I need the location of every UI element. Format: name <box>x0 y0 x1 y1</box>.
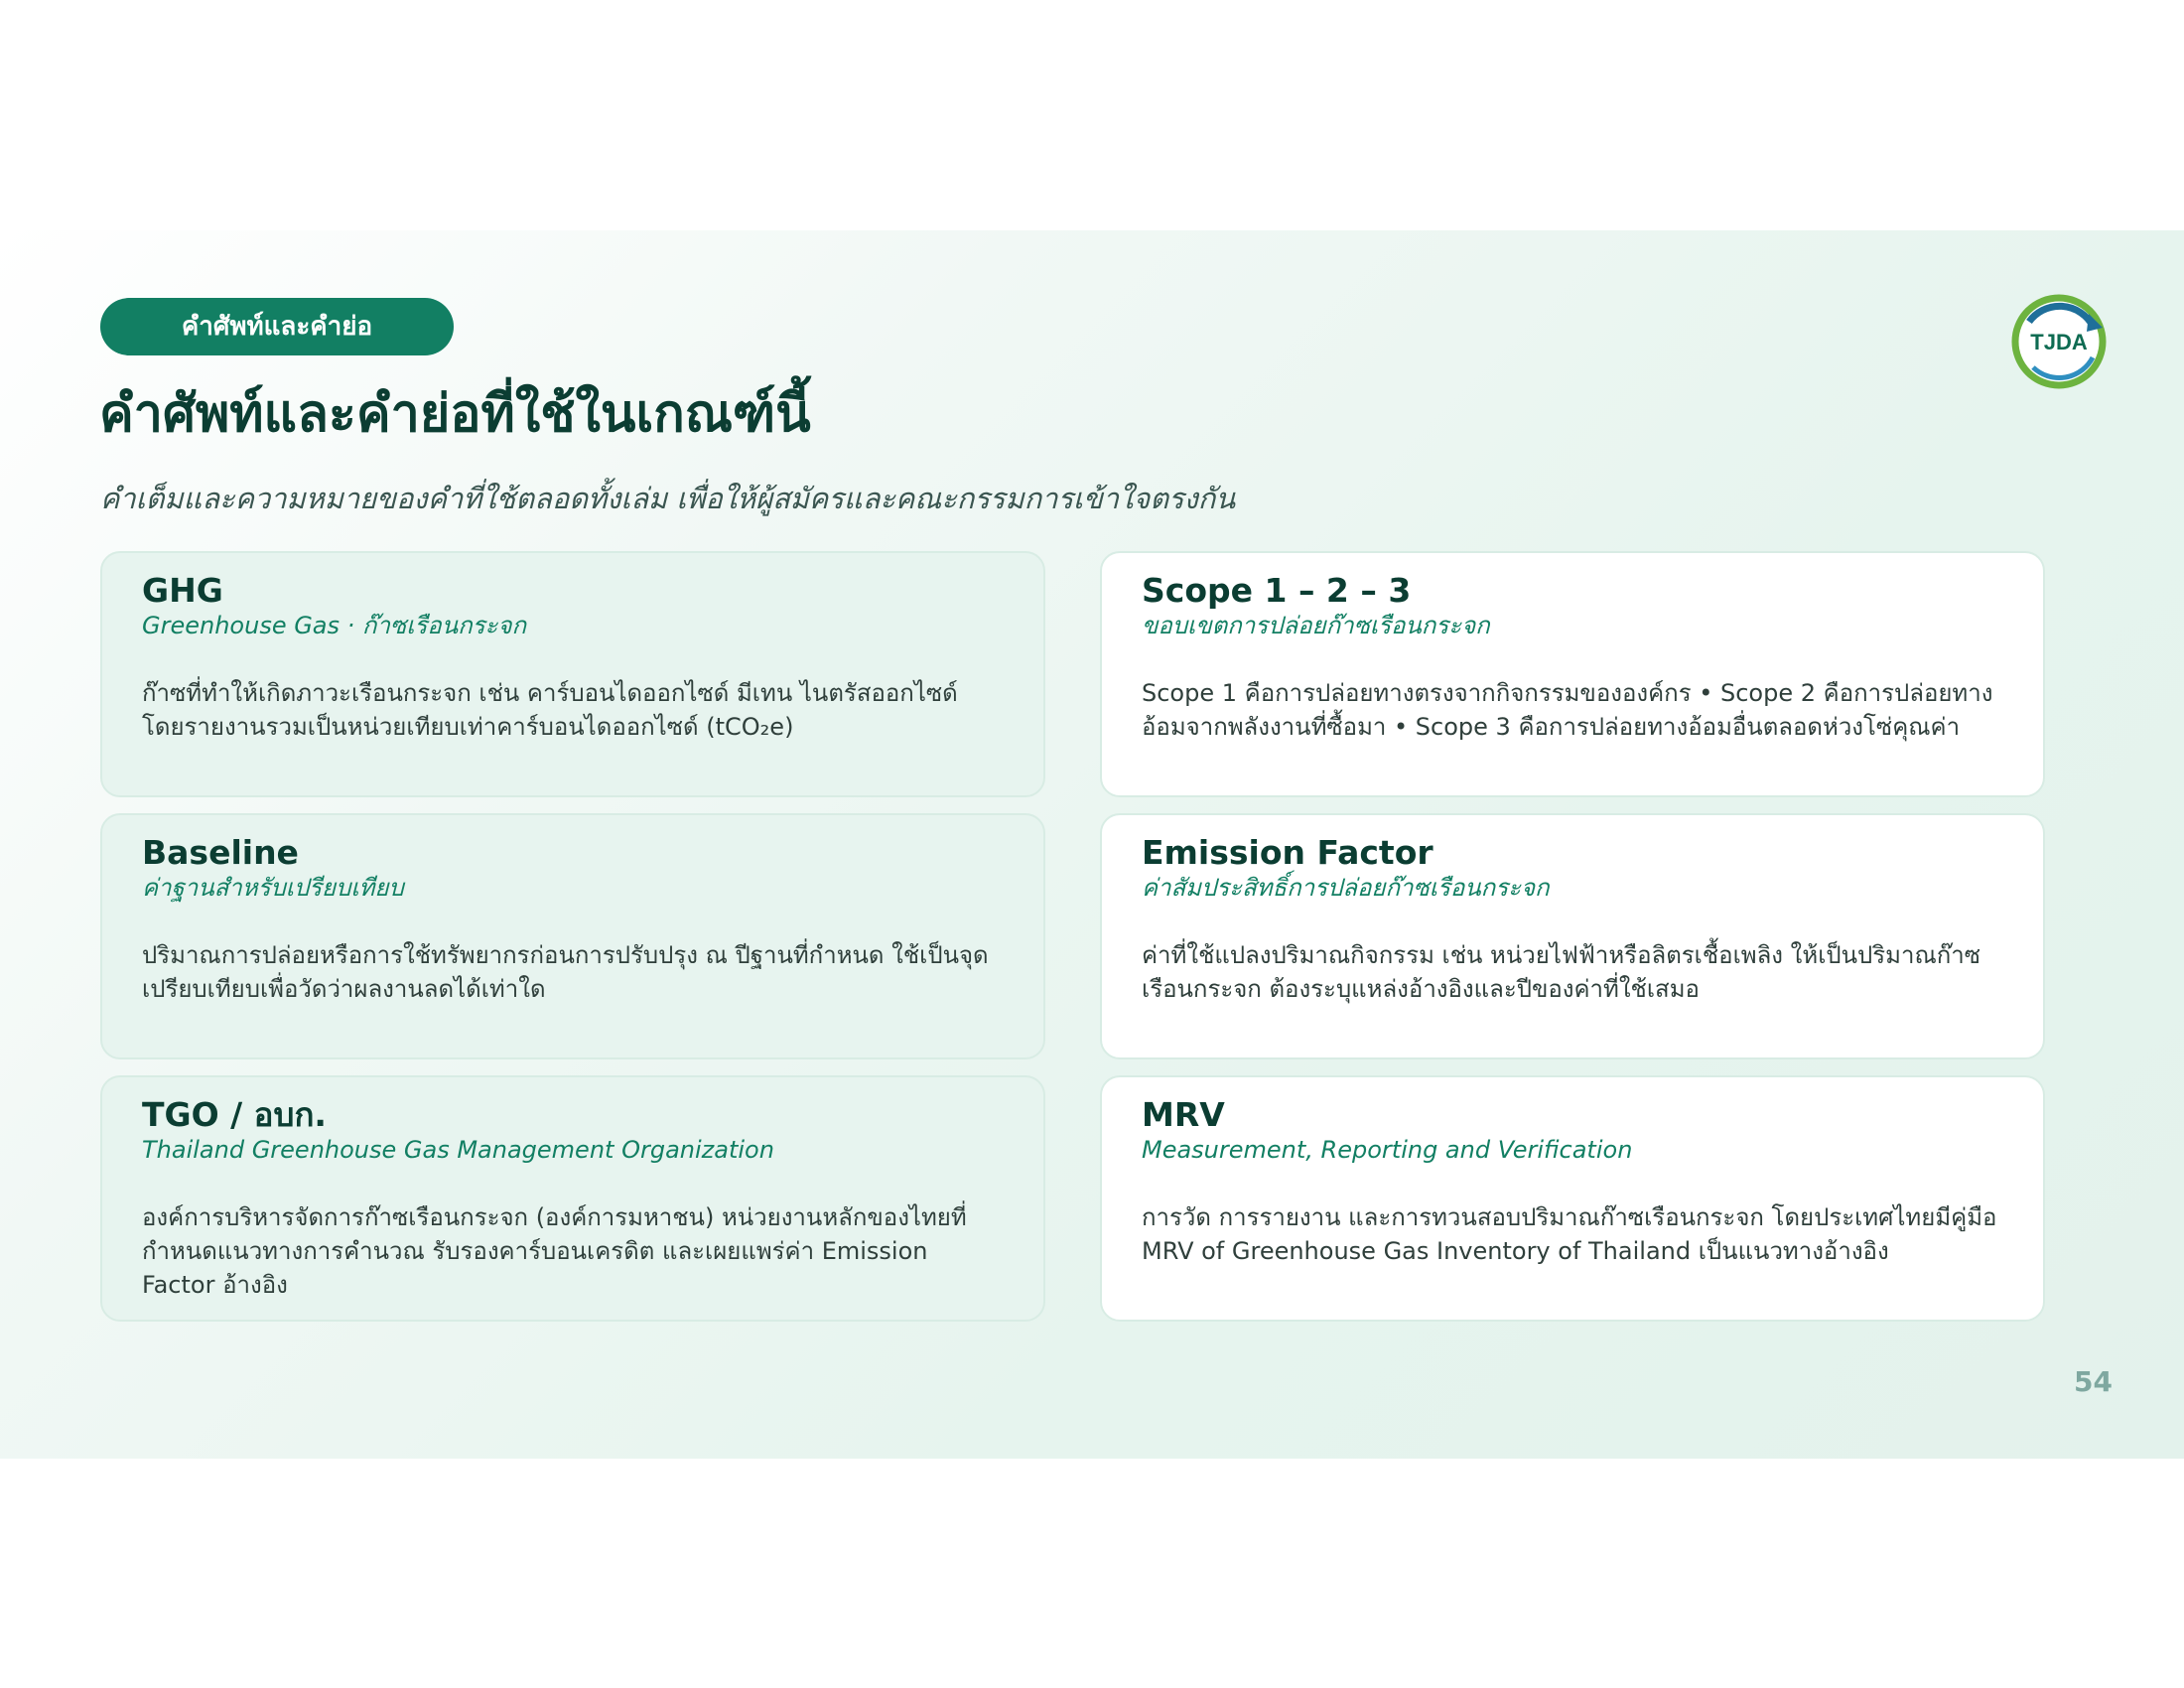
term-card-mrv <box>1100 1075 2045 1322</box>
card-body: การวัด การรายงาน และการทวนสอบปริมาณก๊าซเรือนกระจก โดยประเทศไทยมีคู่มือ MRV of Greenhouse Gas Inventory of Thailand เป็นแนวทางอ้างอิง <box>1142 1203 1997 1265</box>
page-number: 54 <box>2074 1365 2113 1398</box>
term-card-ghg <box>100 551 1045 797</box>
card-subtitle: ค่าสัมประสิทธิ์การปล่อยก๊าซเรือนกระจก <box>1142 874 1550 902</box>
term-card-emission-factor <box>1100 813 2045 1059</box>
card-body: ก๊าซที่ทำให้เกิดภาวะเรือนกระจก เช่น คาร์บอนไดออกไซด์ มีเทน ไนตรัสออกไซด์ โดยรายงานรวมเป็นหน่วยเทียบเท่าคาร์บอนไดออกไซด์ (tCO₂e) <box>142 679 958 741</box>
card-subtitle: ขอบเขตการปล่อยก๊าซเรือนกระจก <box>1142 612 1490 639</box>
card-title: TGO / อบก. <box>142 1095 327 1134</box>
page-title: คำศัพท์และคำย่อที่ใช้ในเกณฑ์นี้ <box>99 384 811 444</box>
card-body: องค์การบริหารจัดการก๊าซเรือนกระจก (องค์การมหาชน) หน่วยงานหลักของไทยที่กำหนดแนวทางการคำนวณ รับรองคาร์บอนเครดิต และเผยแพร่ค่า Emission Factor อ้างอิง <box>142 1203 967 1299</box>
card-title: Scope 1 – 2 – 3 <box>1142 571 1412 610</box>
tjda-award-logo-icon <box>2009 292 2109 391</box>
section-pill: คำศัพท์และคำย่อ <box>100 298 454 355</box>
card-body: ปริมาณการปล่อยหรือการใช้ทรัพยากรก่อนการปรับปรุง ณ ปีฐานที่กำหนด ใช้เป็นจุดเปรียบเทียบเพื่อวัดว่าผลงานลดได้เท่าใด <box>142 941 989 1003</box>
card-title: GHG <box>142 571 223 610</box>
term-card-scope <box>1100 551 2045 797</box>
card-body: Scope 1 คือการปล่อยทางตรงจากกิจกรรมขององค์กร • Scope 2 คือการปล่อยทางอ้อมจากพลังงานที่ซื้อมา • Scope 3 คือการปล่อยทางอ้อมอื่นตลอดห่วงโซ่คุณค่า <box>1142 679 1993 741</box>
card-body: ค่าที่ใช้แปลงปริมาณกิจกรรม เช่น หน่วยไฟฟ้าหรือลิตรเชื้อเพลิง ให้เป็นปริมาณก๊าซเรือนกระจก ต้องระบุแหล่งอ้างอิงและปีของค่าที่ใช้เสมอ <box>1142 941 1981 1003</box>
card-subtitle: Measurement, Reporting and Verification <box>1142 1136 1633 1164</box>
card-title: MRV <box>1142 1095 1225 1134</box>
term-card-baseline <box>100 813 1045 1059</box>
card-title: Baseline <box>142 833 299 872</box>
page-subtitle: คำเต็มและความหมายของคำที่ใช้ตลอดทั้งเล่ม เพื่อให้ผู้สมัครและคณะกรรมการเข้าใจตรงกัน <box>100 482 1236 515</box>
card-subtitle: Greenhouse Gas · ก๊าซเรือนกระจก <box>142 612 527 639</box>
card-subtitle: Thailand Greenhouse Gas Management Organization <box>142 1136 774 1164</box>
term-card-tgo <box>100 1075 1045 1322</box>
slide <box>0 230 2184 1459</box>
svg-text:TJDA: TJDA <box>2030 330 2088 354</box>
card-title: Emission Factor <box>1142 833 1433 872</box>
card-subtitle: ค่าฐานสำหรับเปรียบเทียบ <box>142 874 404 902</box>
